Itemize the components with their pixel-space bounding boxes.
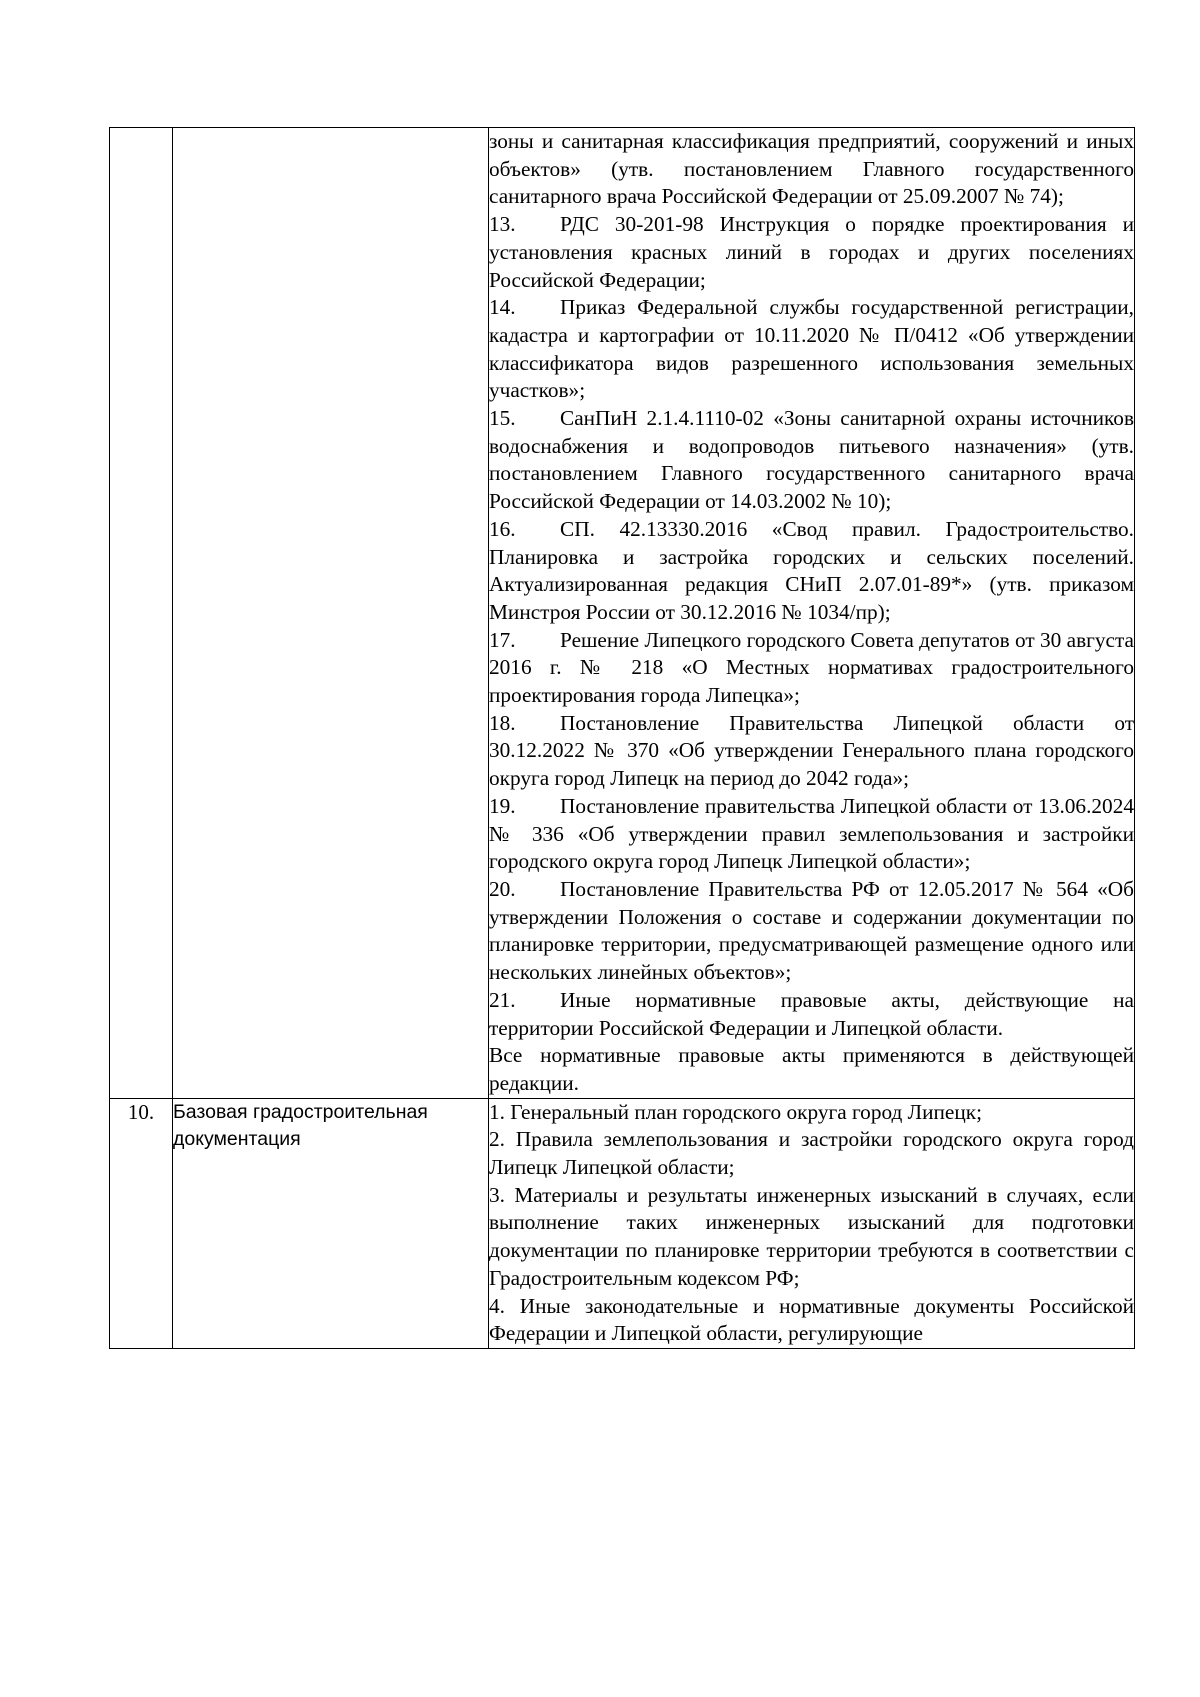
item-number: 16.	[489, 516, 516, 541]
item-number: 19.	[489, 793, 516, 818]
item-number: 18.	[489, 710, 516, 735]
item-text: 4. Иные законодательные и нормативные документы Российской Федерации и Липецкой области, регулирующие	[489, 1293, 1134, 1346]
item-text: СанПиН 2.1.4.1110-02 «Зоны санитарной охраны источников водоснабжения и водопроводов питьевого назначения» (утв. постановлением Главного государственного санитарного врача Российской Федерации от 14.03.2002 № 10);	[489, 406, 1134, 514]
list-item	[489, 1182, 1134, 1293]
item-number: 21.	[489, 987, 516, 1012]
list-item	[489, 987, 1134, 1042]
list-item	[489, 1042, 1134, 1097]
item-number: 14.	[489, 295, 516, 320]
list-item	[489, 793, 1134, 876]
item-text: СП. 42.13330.2016 «Свод правил. Градостроительство. Планировка и застройка городских и сельских поселений. Актуализированная редакция СНиП 2.07.01-89*» (утв. приказом Минстроя России от 30.12.2016 № 1034/пр);	[489, 516, 1134, 624]
list-item	[489, 211, 1134, 294]
item-text: Постановление Правительства Липецкой области от 30.12.2022 № 370 «Об утверждении Генерального плана городского округа город Липецк на период до 2042 года»;	[489, 710, 1134, 791]
item-text: зоны и санитарная классификация предприятий, сооружений и иных объектов» (утв. постановлением Главного государственного санитарного врача Российской Федерации от 25.09.2007 № 74);	[489, 129, 1134, 209]
item-text: 3. Материалы и результаты инженерных изысканий в случаях, если выполнение таких инженерных изысканий для подготовки документации по планировке территории требуются в соответствии с Градостроительным кодексом РФ;	[489, 1182, 1134, 1290]
table-row	[110, 1098, 1135, 1348]
list-item	[489, 405, 1134, 516]
row-label	[173, 128, 489, 1099]
item-text: Решение Липецкого городского Совета депутатов от 30 августа 2016 г. № 218 «О Местных нормативах градостроительного проектирования города Липецка»;	[489, 627, 1134, 708]
list-item	[489, 627, 1134, 710]
list-item	[489, 876, 1134, 987]
row-number: 10.	[110, 1098, 173, 1348]
list-item	[489, 1126, 1134, 1181]
list-item	[489, 710, 1134, 793]
row-content	[489, 1098, 1135, 1348]
list-item	[489, 1099, 1134, 1127]
list-item	[489, 1293, 1134, 1348]
item-text: Постановление Правительства РФ от 12.05.2017 № 564 «Об утверждении Положения о составе и содержании документации по планировке территории, предусматривающей размещение одного или нескольких линейных объектов»;	[489, 876, 1134, 985]
item-number: 20.	[489, 876, 516, 901]
item-number: 15.	[489, 406, 516, 431]
item-text: 1. Генеральный план городского округа город Липецк;	[489, 1099, 983, 1124]
row-label: Базовая градостроительная документация	[173, 1098, 489, 1348]
item-text: РДС 30-201-98 Инструкция о порядке проектирования и установления красных линий в городах и других поселениях Российской Федерации;	[489, 212, 1134, 292]
table-row	[110, 128, 1135, 1099]
item-number: 17.	[489, 627, 516, 652]
row-number	[110, 128, 173, 1099]
item-text: Постановление правительства Липецкой области от 13.06.2024 № 336 «Об утверждении правил землепользования и застройки городского округа город Липецк Липецкой области»;	[489, 793, 1134, 874]
row-content	[489, 128, 1135, 1099]
list-item	[489, 294, 1134, 405]
list-item	[489, 128, 1134, 211]
list-item	[489, 516, 1134, 627]
specification-table	[109, 127, 1135, 1349]
item-text: Приказ Федеральной службы государственной регистрации, кадастра и картографии от 10.11.2020 № П/0412 «Об утверждении классификатора видов разрешенного использования земельных участков»;	[489, 295, 1134, 403]
item-text: Все нормативные правовые акты применяются в действующей редакции.	[489, 1043, 1134, 1095]
item-number: 13.	[489, 212, 516, 237]
item-text: Иные нормативные правовые акты, действующие на территории Российской Федерации и Липецкой области.	[489, 987, 1134, 1040]
item-text: 2. Правила землепользования и застройки городского округа город Липецк Липецкой области;	[489, 1127, 1134, 1180]
